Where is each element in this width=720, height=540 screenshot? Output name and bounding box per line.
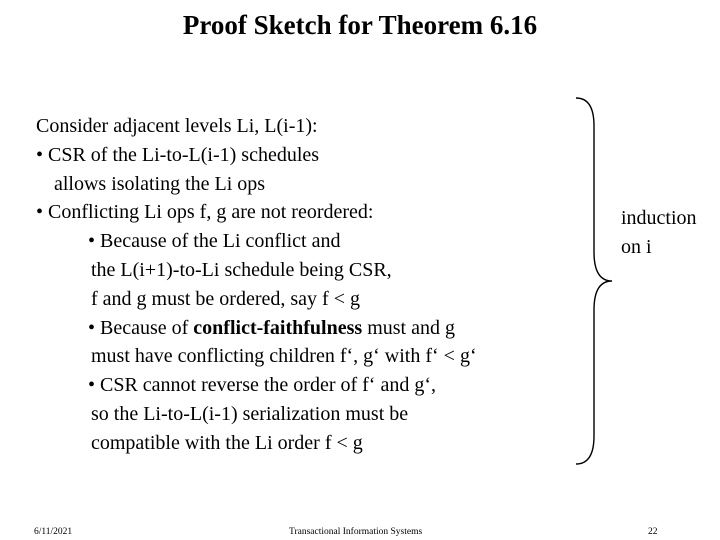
footer-date: 6/11/2021: [34, 527, 73, 537]
body-line: • CSR of the Li-to-L(i-1) schedules: [36, 143, 320, 166]
body-line: allows isolating the Li ops: [54, 172, 266, 195]
brace-label: [621, 204, 697, 262]
body-line: must have conflicting children f‘, g‘ with f‘ < g‘: [91, 345, 477, 368]
body-line: • CSR cannot reverse the order of f‘ and g‘,: [88, 374, 436, 397]
page-number: 22: [648, 527, 658, 537]
body-line: [36, 314, 477, 343]
right-curly-brace: [574, 96, 614, 466]
body-line: Consider adjacent levels Li, L(i-1):: [36, 115, 318, 137]
body-line-suffix: must and g: [362, 316, 455, 339]
brace-label-line: induction: [621, 207, 697, 229]
body-line: • Conflicting Li ops f, g are not reordered:: [36, 201, 374, 224]
brace-label-line: on i: [621, 235, 652, 258]
body-line: • Because of the Li conflict and: [88, 230, 341, 253]
footer-title: Transactional Information Systems: [289, 527, 423, 537]
slide-title: Proof Sketch for Theorem 6.16: [182, 10, 538, 40]
slide-body: [36, 112, 477, 458]
body-line: f and g must be ordered, say f < g: [91, 287, 360, 310]
body-line-prefix: • Because of: [88, 316, 194, 339]
bold-term: conflict-faithfulness: [193, 316, 363, 339]
body-line: so the Li-to-L(i-1) serialization must be: [91, 402, 409, 425]
body-line: compatible with the Li order f < g: [91, 431, 363, 454]
body-line: the L(i+1)-to-Li schedule being CSR,: [91, 258, 392, 281]
